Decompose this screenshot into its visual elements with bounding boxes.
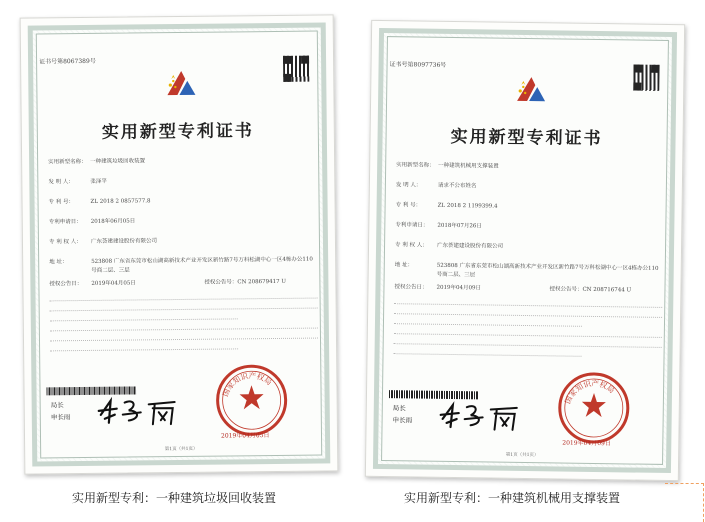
field-value: 一种建筑机械用支撑装置 [438,162,499,170]
field-key: 实用新型名称： [48,158,87,166]
field-value: 2019年04月05日 [91,280,136,287]
field-row [395,221,663,234]
field-row [49,216,317,228]
statement-text [50,298,319,357]
field-key: 专利申请日： [395,222,429,229]
field-key: 专 利 号： [48,199,75,206]
director-name: 申长雨 [392,416,413,425]
official-seal [214,363,289,438]
field-value: 2018年07月26日 [437,222,482,230]
field-key: 地 址： [49,259,68,266]
handwritten-signature [95,394,180,429]
director-label: 局长 [392,404,406,413]
field-row [396,201,664,214]
field-key: 发 明 人： [395,182,422,189]
caption-right: 实用新型专利：一种建筑机械用支撑装置 [404,491,621,505]
field-value: 2018年06月05日 [90,218,136,225]
director-label: 局长 [50,401,64,410]
statement-text [393,303,662,363]
field-key: 地 址： [394,262,414,269]
field-key: 实用新型名称： [396,162,435,169]
seal-date: 2019年04月09日 [562,439,611,448]
seal-date: 2019年04月05日 [220,432,270,440]
field-row [49,278,317,290]
field-value: 2019年04月09日 [436,284,482,292]
field-key: 专利申请日： [48,219,82,226]
handwritten-signature [436,399,521,434]
field-extra: 授权公告号：CN 208716744 U [549,286,632,294]
field-row [49,256,317,277]
certificate-number: 证书号第8067389号 [39,57,96,66]
field-value: 张泽平 [90,178,107,185]
director-name: 申长雨 [50,413,71,422]
field-value: 523808 广东省东莞市松山湖高新技术产业开发区新竹路7号万科松湖中心一区4栋办公110号商二层、三层 [436,262,659,279]
field-value: 请求不公布姓名 [437,182,477,190]
field-value: ZL 2018 2 0857577.8 [90,198,151,205]
field-value: 广东荟建建设股份有限公司 [90,238,158,245]
director-block [393,402,413,426]
patent-certificate-left [20,14,339,474]
field-key: 授权公告日： [394,284,428,291]
qr-code-icon [633,64,659,90]
field-row [394,283,662,296]
certificate-title: 实用新型专利证书 [101,121,254,143]
certificate-number: 证书号第8097736号 [389,61,447,69]
cnipa-emblem-icon [511,71,551,108]
barcode [389,390,479,399]
field-key: 授权公告日： [49,281,83,288]
certificate-title: 实用新型专利证书 [450,126,603,150]
page-number: 第1页（共1页） [164,446,198,453]
svg-text:国家知识产权局: 国家知识产权局 [220,371,274,398]
field-key: 专 利 权 人： [395,242,428,249]
page-number: 第1页（共1页） [505,452,539,459]
field-row [396,181,664,194]
caption-left: 实用新型专利：一种建筑垃圾回收装置 [72,491,277,505]
field-row [48,176,316,188]
official-seal [556,370,631,445]
qr-code-icon [283,56,309,82]
patent-certificate-right [365,20,685,481]
svg-text:国家知识产权局: 国家知识产权局 [562,378,617,406]
certificate-fields [393,161,664,367]
crop-mark [665,483,704,522]
field-key: 专 利 号： [395,202,422,209]
field-row [49,236,317,248]
field-row [395,241,663,254]
director-block [51,399,71,423]
field-key: 专 利 权 人： [48,239,82,246]
field-value: 广东荟建建设股份有限公司 [437,242,504,250]
field-extra: 授权公告号：CN 208679417 U [204,278,287,286]
cnipa-emblem-icon [161,65,201,101]
field-row [49,196,317,208]
field-value: 523808 广东省东莞市松山湖高新技术产业开发区新竹路7号万科松湖中心一区4栋办公110号商二层、三层 [91,256,313,274]
field-value: ZL 2018 2 1199399.4 [437,202,498,210]
field-value: 一种建筑垃圾回收装置 [90,158,146,165]
field-row [395,261,663,283]
field-key: 发 明 人： [48,179,74,186]
certificate-fields [48,156,318,361]
field-row [48,156,316,168]
